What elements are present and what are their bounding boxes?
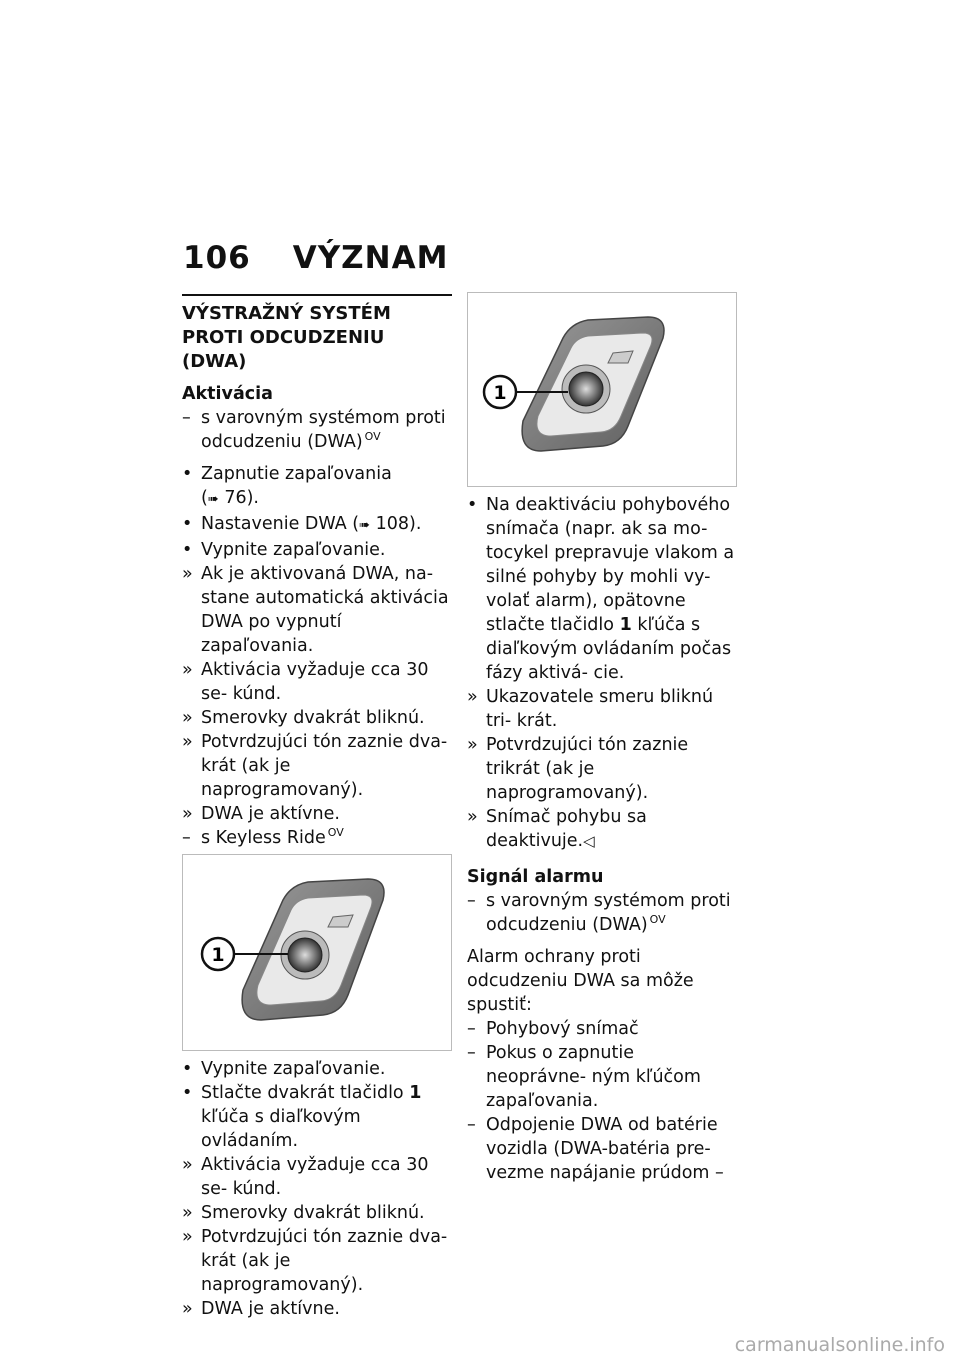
result-marker: » [182,708,193,728]
ov-superscript: OV [364,430,381,444]
page-ref-arrow-icon: ➠ [207,492,219,507]
result-indicators-flash-keyless: » Smerovky dvakrát bliknú. [182,1203,425,1223]
option-dwa: – s varovným systémom proti odcudzeniu (DWA) $^{OV}$ [182,408,446,452]
result-activation-time-keyless: » Aktivácia vyžaduje cca 30 se- kúnd. [182,1155,429,1199]
result-marker: » [182,1227,193,1247]
callout-1-label: 1 [493,382,507,404]
dash-marker: – [467,1115,476,1135]
step-press-button: • Stlačte dvakrát tlačidlo 1 kľúča s diaľkovým ovládaním. [182,1083,422,1151]
result-indicators-flash: » Smerovky dvakrát bliknú. [182,708,425,728]
trigger-unauthorized-key: – Pokus o zapnutie neoprávne- ným kľúčom zapaľovania. [467,1043,701,1111]
result-marker: » [182,1203,193,1223]
step-ignition-off: • Vypnite zapaľovanie. [182,540,386,560]
button-number: 1 [619,615,632,635]
page-ref-arrow-icon: ➠ [359,518,371,533]
button-number: 1 [409,1083,422,1103]
left-column [182,294,452,1321]
dash-marker: – [467,1043,476,1063]
step-ignition-on: • Zapnutie zapaľovania (➠ 76). [182,464,392,508]
watermark: carmanualsonline.info [734,1334,945,1356]
alarm-title: Signál alarmu [467,867,604,887]
bullet-marker: • [182,464,193,484]
bullet-marker: • [182,1059,193,1079]
result-marker: » [467,687,478,707]
dash-marker: – [182,828,191,848]
right-column [467,292,737,1185]
result-marker: » [182,660,193,680]
key-fob-figure-right [467,292,737,487]
result-confirm-tone-keyless: » Potvrdzujúci tón zaznie dva- krát (ak je naprogramovaný). [182,1227,448,1295]
section-title: VÝSTRAŽNÝ SYSTÉM PROTI ODCUDZENIU (DWA) [182,303,391,372]
page-header [183,240,448,276]
dash-marker: – [467,1019,476,1039]
step-set-dwa: • Nastavenie DWA (➠ 108). [182,514,422,534]
chapter-title: VÝZNAM [292,240,449,276]
result-confirm-tone: » Potvrdzujúci tón zaznie dva- krát (ak je naprogramovaný). [182,732,448,800]
result-dwa-active: » DWA je aktívne. [182,804,340,824]
step-ignition-off-keyless: • Vypnite zapaľovanie. [182,1059,386,1079]
result-marker: » [182,732,193,752]
dash-marker: – [467,891,476,911]
trigger-battery-disconnect: – Odpojenie DWA od batérie vozidla (DWA-batéria pre- vezme napájanie prúdom – [467,1115,724,1183]
result-confirm-tone-three: » Potvrdzujúci tón zaznie trikrát (ak je naprogramovaný). [467,735,689,803]
activation-title: Aktivácia [182,384,273,404]
result-marker: » [182,564,193,584]
bullet-marker: • [182,514,193,534]
option-keyless-ride: – s Keyless Ride $^{OV}$ [182,826,344,848]
page-ref-link[interactable]: 76). [224,488,259,508]
end-of-section-icon: ◁ [583,832,595,850]
key-fob-figure [182,854,452,1051]
callout-1-label: 1 [211,944,225,966]
result-auto-activation: » Ak je aktivovaná DWA, na- stane automatická aktivácia DWA po vypnutí zapaľovania. [182,564,449,656]
result-marker: » [467,807,478,827]
ov-superscript: OV [327,826,344,840]
result-marker: » [467,735,478,755]
result-activation-time: » Aktivácia vyžaduje cca 30 se- kúnd. [182,660,429,704]
bullet-marker: • [182,540,193,560]
alarm-intro: Alarm ochrany proti odcudzeniu DWA sa môže spustiť: [467,947,694,1015]
option-dwa-alarm: – s varovným systémom proti odcudzeniu (DWA) $^{OV}$ [467,891,731,935]
bullet-marker: • [467,495,478,515]
result-dwa-active-keyless: » DWA je aktívne. [182,1299,340,1319]
key-fob-illustration [183,855,451,1048]
page-number: 106 [183,240,251,276]
ov-superscript: OV [649,913,666,927]
result-marker: » [182,1299,193,1319]
page-ref-link[interactable]: 108). [375,514,422,534]
result-sensor-deactivated: » Snímač pohybu sa deaktivuje.◁ [467,807,647,851]
key-fob-illustration [468,293,736,484]
result-marker: » [182,1155,193,1175]
section-rule [182,294,452,296]
trigger-motion-sensor: – Pohybový snímač [467,1019,639,1039]
result-marker: » [182,804,193,824]
bullet-marker: • [182,1083,193,1103]
dash-marker: – [182,408,191,428]
step-deactivate-motion-sensor: • Na deaktiváciu pohybového snímača (napr. ak sa mo- tocykel prepravuje vlakom a silné pohyby by mohli vy- volať alarm), opätovne stlačte tlačidlo 1 kľúča s diaľkovým ovládaním počas fázy aktivá- cie. [467,495,735,683]
result-indicators-flash-three: » Ukazovatele smeru bliknú tri- krát. [467,687,714,731]
